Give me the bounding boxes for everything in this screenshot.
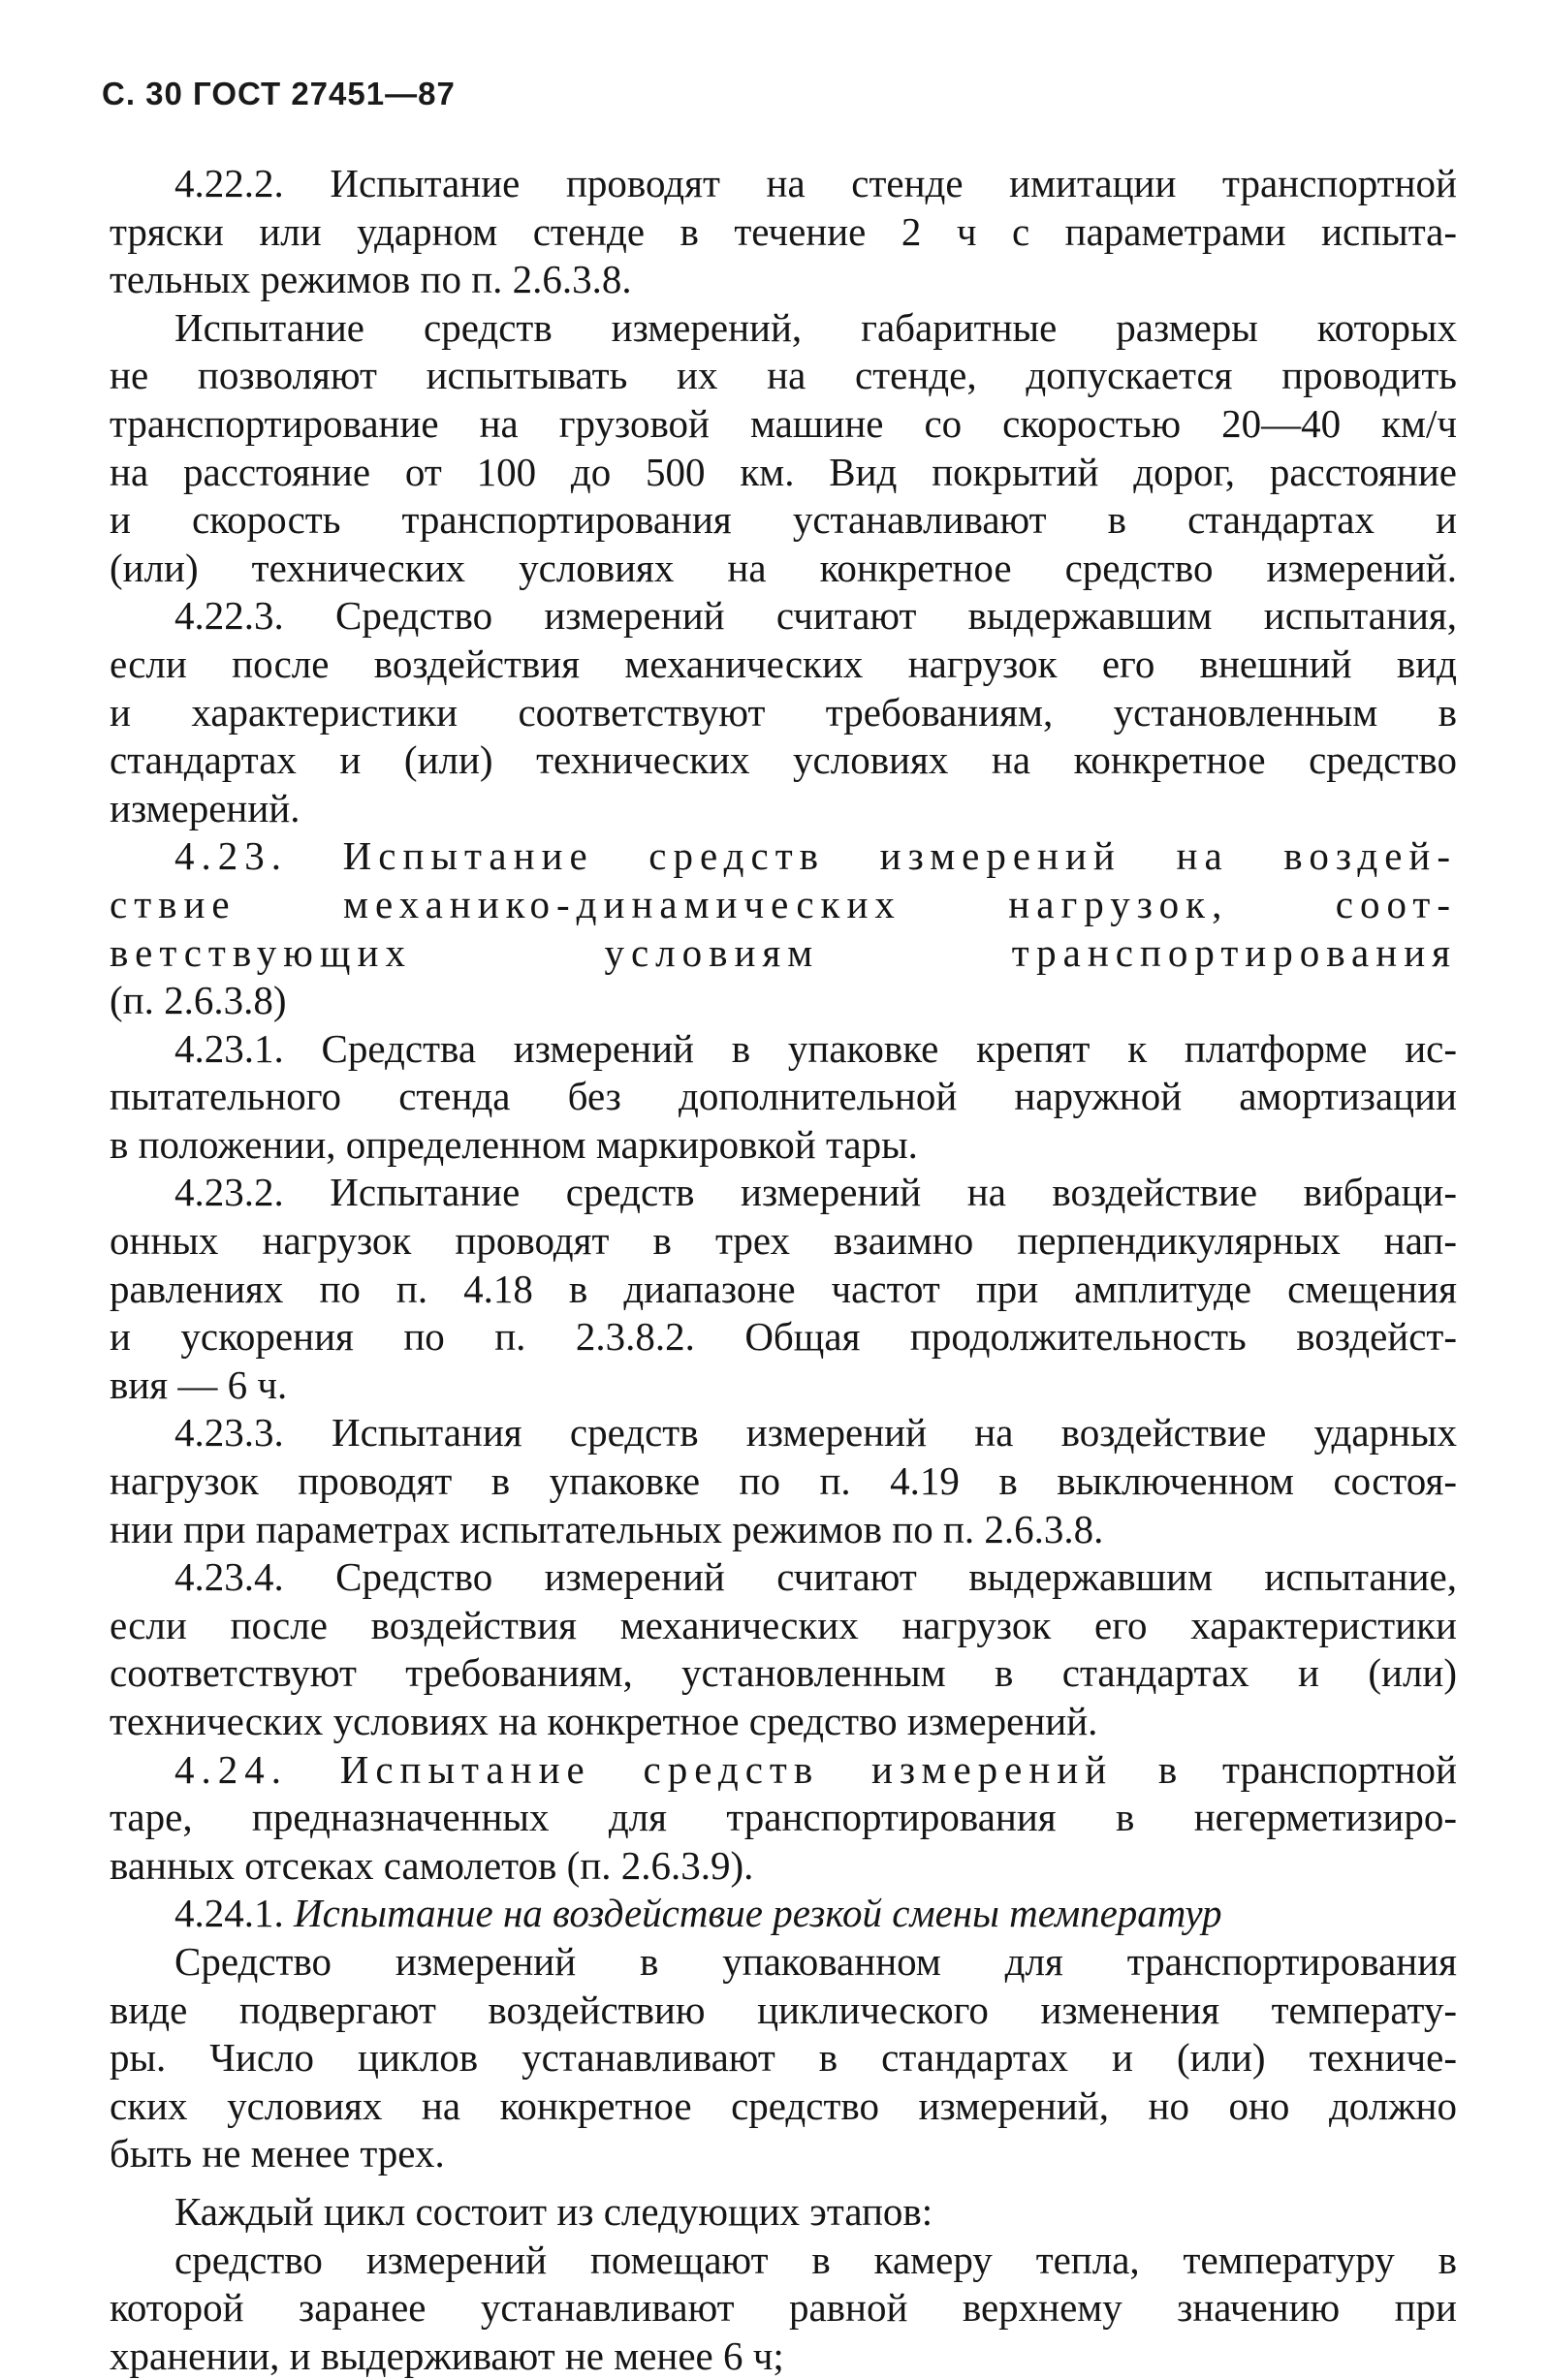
text-line: в положении, определенном маркировкой тары. — [110, 1121, 918, 1167]
text-line: которой заранее устанавливают равной верхнему значению при — [110, 2285, 1457, 2331]
text-line: нагрузок проводят в упаковке по п. 4.19 в выключенном состоя- — [110, 1458, 1457, 1504]
text-line: 4.23.1. Средства измерений в упаковке крепят к платформе ис- — [174, 1025, 1457, 1071]
subsection-title-line — [110, 1890, 1457, 1938]
heading-rest-part: в транспортной — [1113, 1746, 1457, 1792]
text-line: нии при параметрах испытательных режимов по п. 2.6.3.8. — [110, 1506, 1104, 1551]
text-line: если после воздействия механических нагрузок его внешний вид — [110, 641, 1457, 686]
text-line: онных нагрузок проводят в трех взаимно перпендикулярных нап- — [110, 1218, 1457, 1264]
subsection-title: Испытание на воздействие резкой смены температур — [294, 1891, 1222, 1936]
text-line: тельных режимов по п. 2.6.3.8. — [110, 257, 632, 302]
section-heading-line: ствие механико-динамических нагрузок, соот- — [110, 881, 1457, 926]
section-heading-line: (п. 2.6.3.8) — [110, 978, 287, 1023]
text-line: на расстояние от 100 до 500 км. Вид покрытий дорог, расстояние — [110, 449, 1457, 494]
text-line: ванных отсеках самолетов (п. 2.6.3.9). — [110, 1842, 754, 1888]
text-line: таре, предназначенных для транспортирования в негерметизиро- — [110, 1795, 1457, 1840]
text-line: Испытание средств измерений, габаритные размеры которых — [174, 304, 1457, 350]
text-line: 4.22.2. Испытание проводят на стенде имитации транспортной — [174, 161, 1457, 205]
text-line: и характеристики соответствуют требованиям, установленным в — [110, 689, 1457, 735]
body-text — [110, 160, 1457, 2380]
text-line: Средство измерений в упакованном для транспортирования — [174, 1938, 1457, 1984]
text-line: равлениях по п. 4.18 в диапазоне частот при амплитуде смещения — [110, 1266, 1457, 1311]
text-line: (или) технических условиях на конкретное средство измерений. — [110, 545, 1457, 590]
text-line: ских условиях на конкретное средство измерений, но оно должно — [110, 2082, 1457, 2128]
text-line: и ускорения по п. 2.3.8.2. Общая продолжительность воздейст- — [110, 1314, 1457, 1360]
text-line: транспортирование на грузовой машине со скоростью 20—40 км/ч — [110, 400, 1457, 446]
section-heading-line — [110, 1746, 1457, 1795]
subsection-number: 4.24.1. — [174, 1891, 294, 1936]
text-line: Каждый цикл состоит из следующих этапов: — [174, 2188, 933, 2234]
text-line: быть не менее трех. — [110, 2131, 445, 2176]
text-line: вия — 6 ч. — [110, 1362, 288, 1407]
text-line: 4.22.3. Средство измерений считают выдержавшим испытания, — [174, 593, 1457, 639]
text-line: 4.23.3. Испытания средств измерений на воздействие ударных — [174, 1410, 1457, 1456]
section-heading-line: ветствующих условиям транспортирования — [110, 929, 1457, 975]
section-heading-line: 4.23. Испытание средств измерений на воздей- — [174, 833, 1457, 879]
text-line: стандартах и (или) технических условиях на конкретное средство — [110, 737, 1457, 783]
text-line: если после воздействия механических нагрузок его характеристики — [110, 1602, 1457, 1647]
text-line: виде подвергают воздействию циклического изменения температу- — [110, 1987, 1457, 2032]
text-line: пытательного стенда без дополнительной наружной амортизации — [110, 1074, 1457, 1119]
text-line: не позволяют испытывать их на стенде, допускается проводить — [110, 353, 1457, 398]
text-line: измерений. — [110, 785, 300, 830]
text-line: соответствуют требованиям, установленным в стандартах и (или) — [110, 1650, 1457, 1696]
text-line: средство измерений помещают в камеру тепла, температуру в — [174, 2237, 1457, 2282]
text-line: ры. Число циклов устанавливают в стандартах и (или) техниче- — [110, 2035, 1457, 2081]
text-line: 4.23.4. Средство измерений считают выдержавшим испытание, — [174, 1554, 1457, 1600]
text-line: 4.23.2. Испытание средств измерений на воздействие вибраци- — [174, 1170, 1457, 1215]
text-line: тряски или ударном стенде в течение 2 ч с параметрами испыта- — [110, 208, 1457, 254]
text-line: технических условиях на конкретное средство измерений. — [110, 1699, 1098, 1743]
running-header: С. 30 ГОСТ 27451—87 — [102, 76, 456, 111]
text-line: хранении, и выдерживают не менее 6 ч; — [110, 2333, 784, 2378]
text-line: и скорость транспортирования устанавливают в стандартах и — [110, 497, 1457, 543]
heading-spaced-part: 4.24. Испытание средств измерений — [174, 1746, 1114, 1792]
